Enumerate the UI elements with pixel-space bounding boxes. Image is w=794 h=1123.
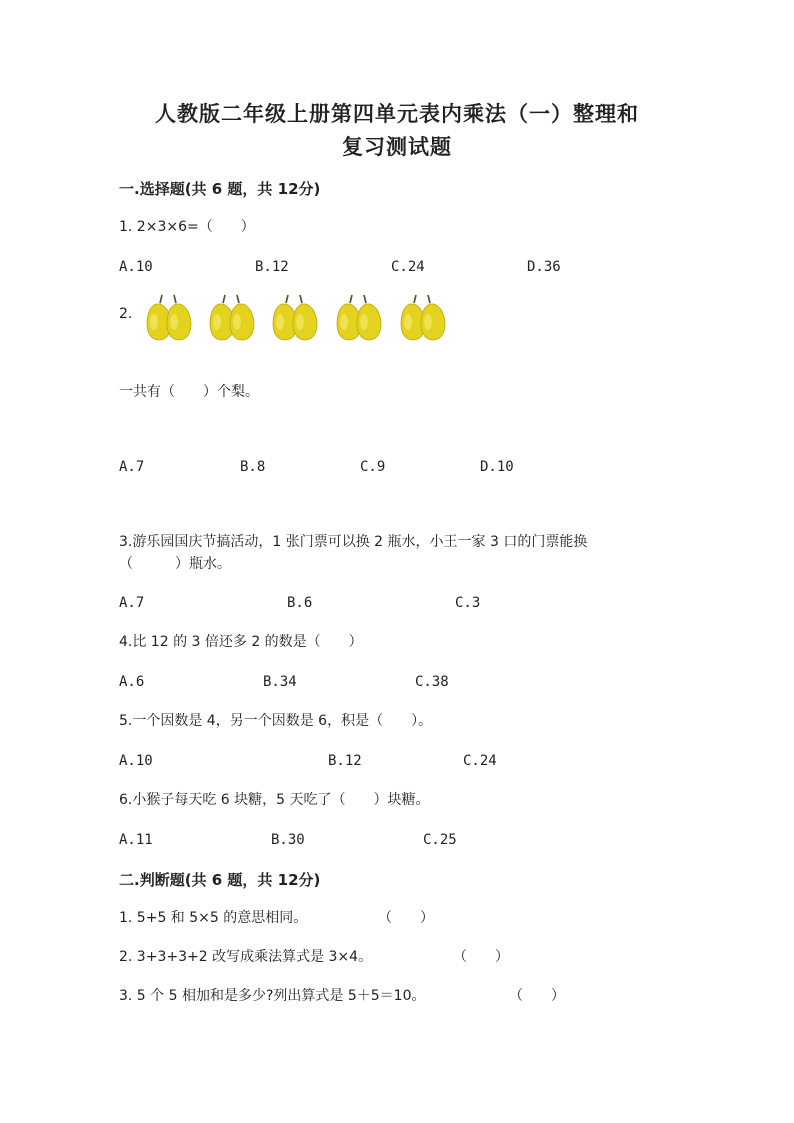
question-2-number: 2. — [119, 306, 133, 322]
judge-3: 3. 5 个 5 相加和是多少?列出算式是 5＋5＝10。 — [119, 988, 426, 1004]
pear-pairs-icon — [140, 294, 460, 342]
judge-3-blank: （ ） — [509, 988, 565, 1004]
pear-pair-3 — [273, 295, 317, 340]
question-4: 4.比 12 的 3 倍还多 2 的数是（ ） — [119, 634, 363, 650]
q6-option-c: C.25 — [423, 832, 457, 848]
document-title-line1: 人教版二年级上册第四单元表内乘法（一）整理和 — [155, 101, 639, 126]
q6-option-a: A.11 — [119, 832, 153, 848]
question-3-line2: （ ）瓶水。 — [119, 556, 231, 572]
q1-option-c: C.24 — [391, 259, 425, 275]
pear-pair-4 — [337, 295, 381, 340]
judge-2: 2. 3+3+3+2 改写成乘法算式是 3×4。 — [119, 949, 373, 965]
q2-option-a: A.7 — [119, 459, 145, 475]
q5-option-b: B.12 — [328, 753, 362, 769]
q4-option-a: A.6 — [119, 674, 145, 690]
judge-1: 1. 5+5 和 5×5 的意思相同。 — [119, 910, 308, 926]
q3-option-b: B.6 — [287, 595, 313, 611]
question-6: 6.小猴子每天吃 6 块糖，5 天吃了（ ）块糖。 — [119, 792, 430, 808]
q1-option-a: A.10 — [119, 259, 153, 275]
q4-option-b: B.34 — [263, 674, 297, 690]
section-heading-judge: 二.判断题(共 6 题，共 12分) — [119, 871, 321, 889]
q2-option-c: C.9 — [360, 459, 386, 475]
q5-option-a: A.10 — [119, 753, 153, 769]
pear-pair-5 — [401, 295, 445, 340]
question-5: 5.一个因数是 4，另一个因数是 6，积是（ ）。 — [119, 713, 433, 729]
question-2-text: 一共有（ ）个梨。 — [119, 384, 259, 400]
q1-option-b: B.12 — [255, 259, 289, 275]
q5-option-c: C.24 — [463, 753, 497, 769]
pear-pair-2 — [210, 295, 254, 340]
question-3-line1: 3.游乐园国庆节搞活动，1 张门票可以换 2 瓶水，小王一家 3 口的门票能换 — [119, 534, 588, 550]
q3-option-a: A.7 — [119, 595, 145, 611]
question-1: 1. 2×3×6=（ ） — [119, 219, 255, 235]
q4-option-c: C.38 — [415, 674, 449, 690]
q2-option-d: D.10 — [480, 459, 514, 475]
pear-pair-1 — [147, 295, 191, 340]
document-title-line2: 复习测试题 — [342, 134, 452, 159]
q6-option-b: B.30 — [271, 832, 305, 848]
q2-option-b: B.8 — [240, 459, 266, 475]
section-heading-choice: 一.选择题(共 6 题，共 12分) — [119, 180, 321, 198]
q1-option-d: D.36 — [527, 259, 561, 275]
q3-option-c: C.3 — [455, 595, 481, 611]
judge-2-blank: （ ） — [453, 949, 509, 965]
judge-1-blank: （ ） — [378, 910, 434, 926]
